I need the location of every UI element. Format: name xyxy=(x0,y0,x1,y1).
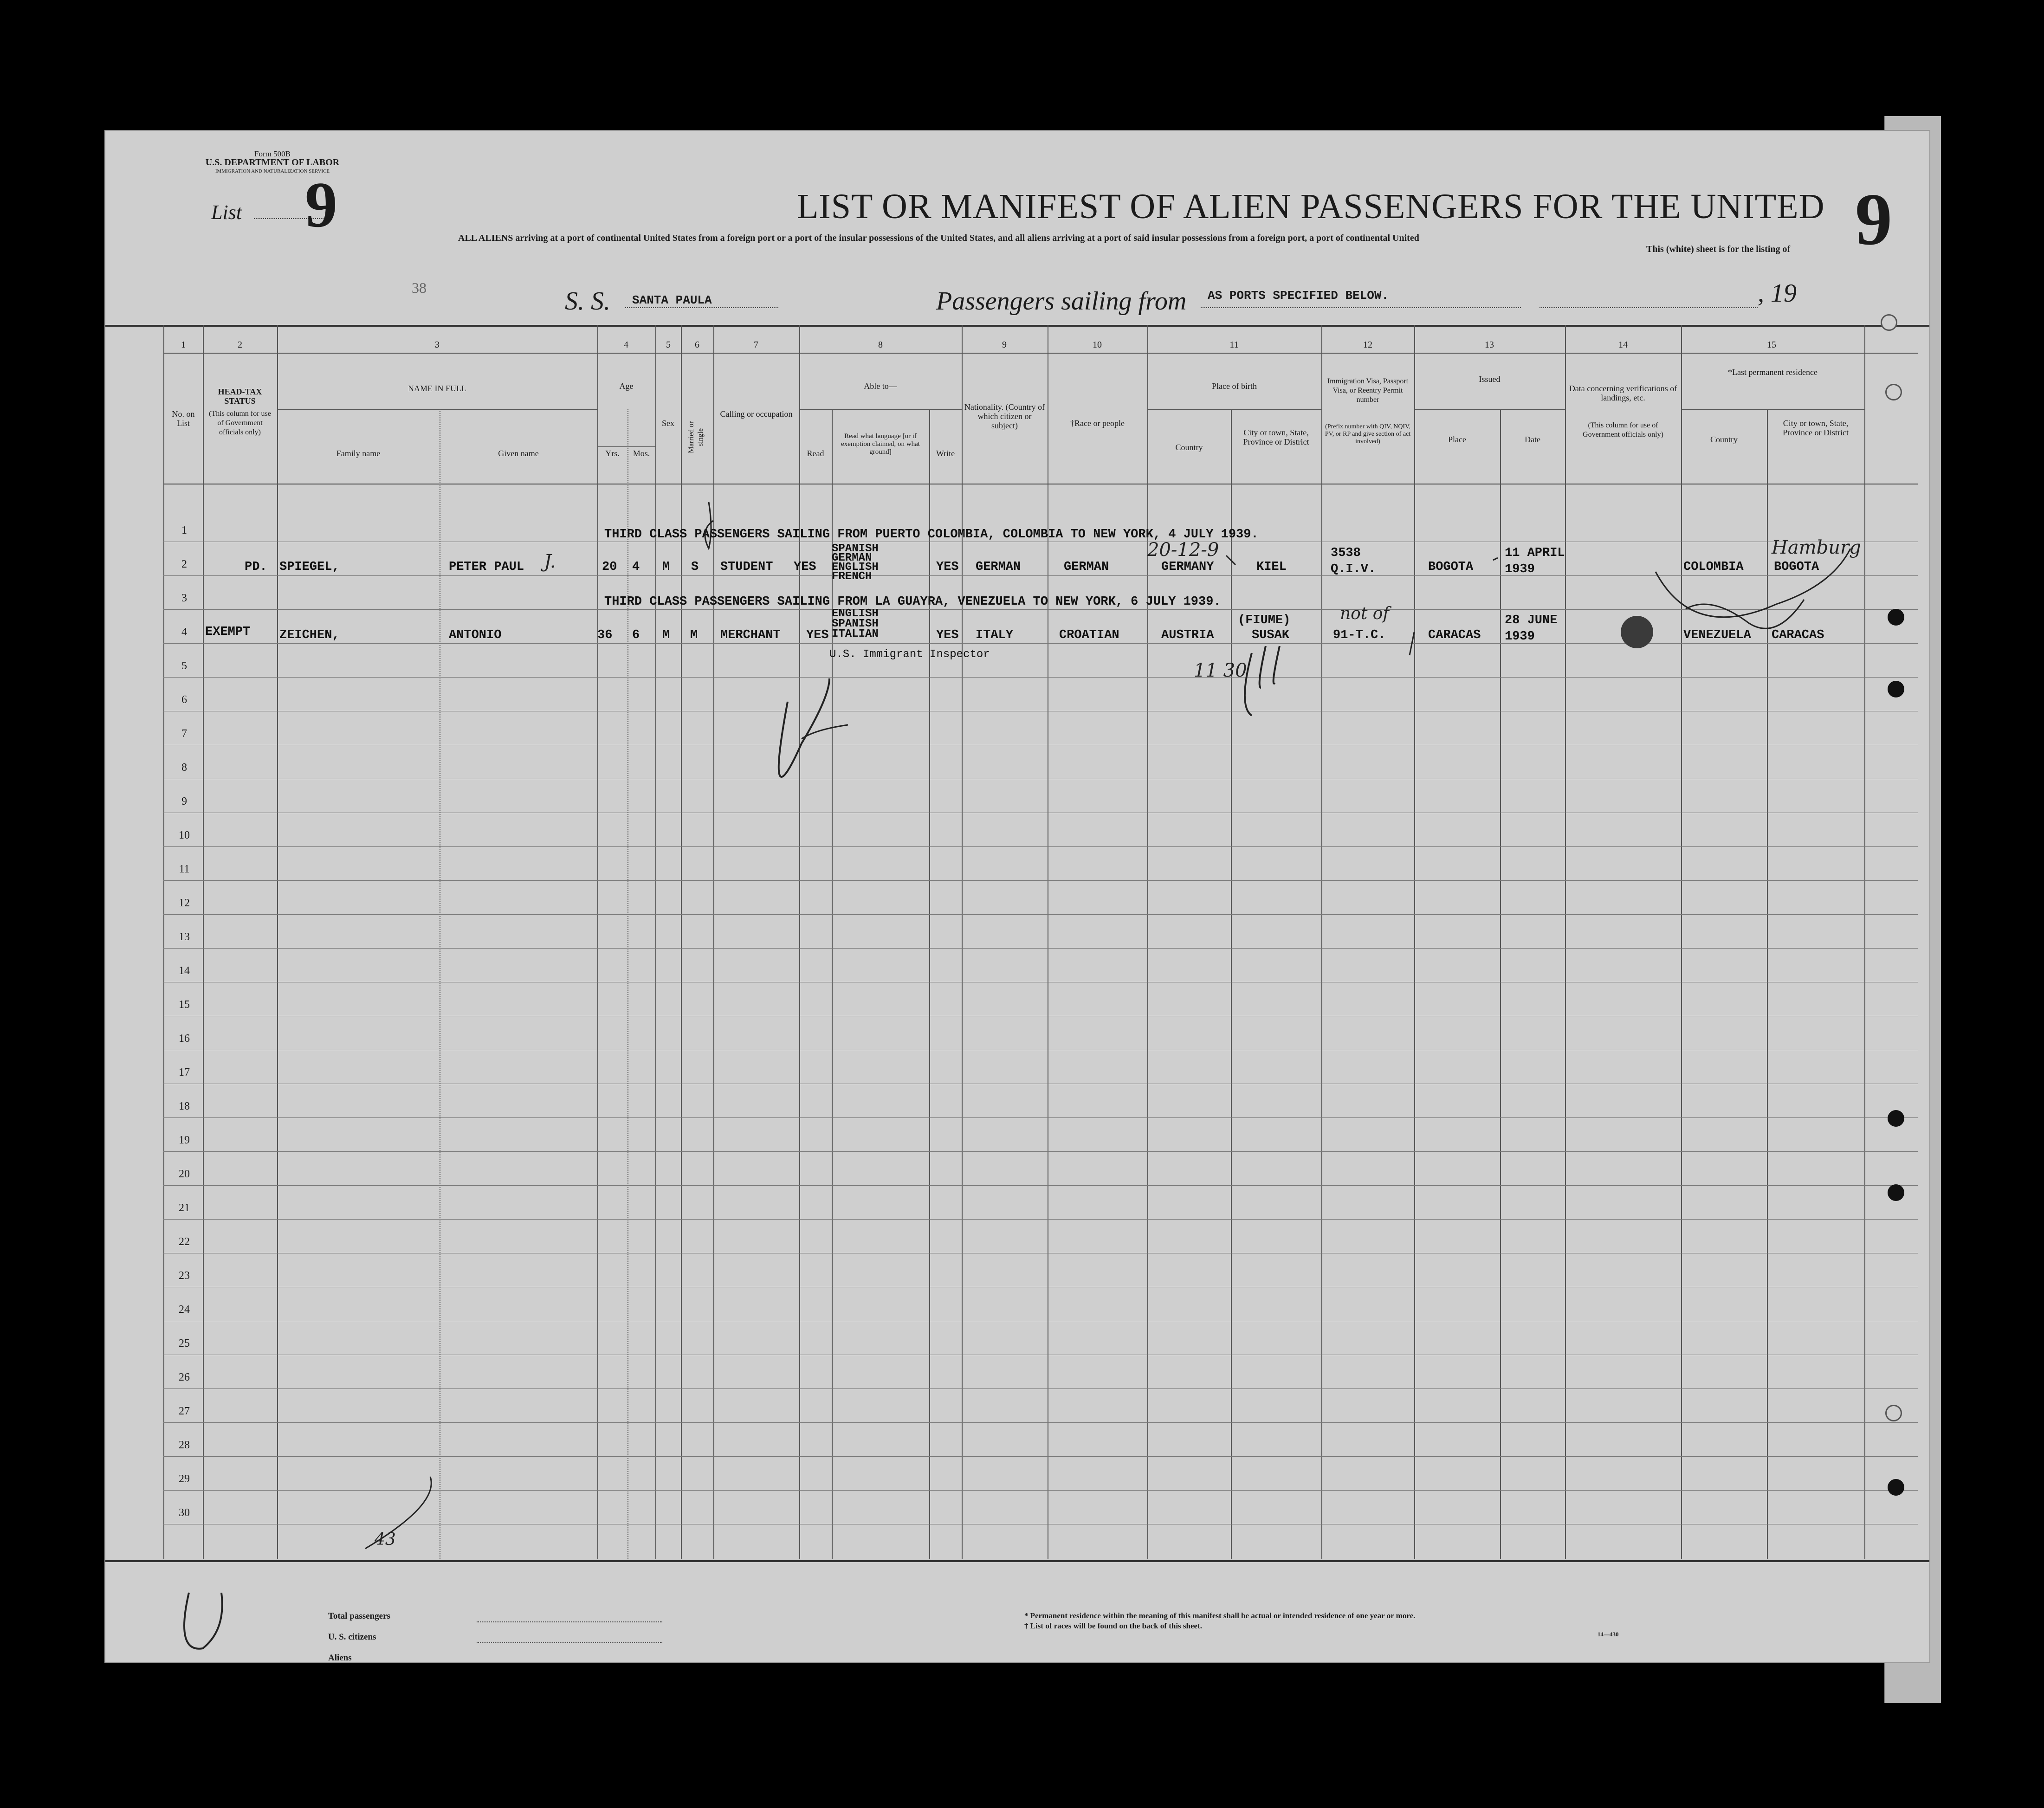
col-number: 11 xyxy=(1229,340,1239,350)
hdr-issued-date: Date xyxy=(1525,435,1540,444)
p1-family-name: SPIEGEL, xyxy=(279,560,340,574)
p1-birth-date-hand: 20-12-9 xyxy=(1147,539,1219,561)
hdr-landing-note: (This column for use of Government officials only) xyxy=(1583,421,1663,439)
col-number: 15 xyxy=(1767,340,1776,350)
hdr-calling: Calling or occupation xyxy=(720,409,793,419)
p2-birth-city: SUSAK xyxy=(1252,628,1290,642)
punch-hole xyxy=(1888,609,1904,626)
footnote-residence: * Permanent residence within the meaning of this manifest shall be actual or intended residence of one year or more. xyxy=(1024,1611,1416,1620)
corner-mark xyxy=(198,1583,233,1648)
sailing-label: Passengers sailing from xyxy=(936,287,1187,316)
p2-race: CROATIAN xyxy=(1059,628,1119,642)
punch-hole xyxy=(1885,1405,1902,1421)
hdr-mos: Mos. xyxy=(633,449,650,458)
col-number: 1 xyxy=(181,340,186,350)
p2-write: YES xyxy=(936,628,959,642)
hdr-birth-country: Country xyxy=(1175,443,1203,452)
col-number: 7 xyxy=(754,340,758,350)
p2-age-yrs: 36 xyxy=(597,628,613,642)
hdr-no-on-list: No. on List xyxy=(172,409,195,428)
hdr-name-in-full: NAME IN FULL xyxy=(408,384,466,393)
row-number: 8 xyxy=(181,762,187,774)
p1-race: GERMAN xyxy=(1064,560,1109,574)
row-number: 2 xyxy=(181,558,187,570)
hdr-write: Write xyxy=(936,449,955,458)
row-number: 28 xyxy=(179,1439,190,1451)
p1-issued-place: BOGOTA xyxy=(1428,560,1474,574)
row-number: 6 xyxy=(181,694,187,706)
footer-rule xyxy=(105,1560,1929,1562)
p1-head-tax: PD. xyxy=(245,560,267,574)
p2-language: ENGLISH xyxy=(832,607,879,620)
p2-head-tax: EXEMPT xyxy=(205,625,251,639)
row-number: 9 xyxy=(181,795,187,807)
col-number: 8 xyxy=(878,340,883,350)
hdr-residence: *Last permanent residence xyxy=(1728,368,1818,377)
row-number: 29 xyxy=(179,1473,190,1485)
p2-age-mos: 6 xyxy=(632,628,640,642)
title-page-number: 9 xyxy=(1855,178,1892,260)
row-number: 24 xyxy=(179,1304,190,1316)
p1-birth-city: KIEL xyxy=(1256,560,1287,574)
total-passengers-label: Total passengers xyxy=(328,1611,390,1621)
punch-hole xyxy=(1888,1110,1904,1127)
row30-count: 43 xyxy=(375,1530,396,1549)
row-number: 17 xyxy=(179,1066,190,1078)
row-number: 12 xyxy=(179,897,190,909)
p2-issued-year: 1939 xyxy=(1505,630,1535,644)
row-number: 3 xyxy=(181,592,187,604)
p2-nationality: ITALY xyxy=(976,628,1014,642)
p1-married: S xyxy=(691,560,699,574)
total-passengers-rule xyxy=(477,1621,662,1622)
p2-visa-annotation: not of xyxy=(1340,604,1389,623)
hdr-able-to: Able to— xyxy=(864,381,897,391)
p1-language: SPANISH xyxy=(832,542,879,555)
p1-language: GERMAN xyxy=(832,552,872,564)
form-number: Form 500B xyxy=(254,149,291,158)
punch-hole xyxy=(1885,384,1902,400)
p1-res-city: BOGOTA xyxy=(1774,560,1819,574)
p1-age-yrs: 20 xyxy=(602,560,617,574)
p1-hand-mark: J. xyxy=(544,551,556,572)
p1-language: ENGLISH xyxy=(832,561,879,574)
p1-language: FRENCH xyxy=(832,570,872,583)
col-number: 12 xyxy=(1363,340,1372,350)
intro-text: ALL ALIENS arriving at a port of continental United States from a foreign port or a port of the insular possessions of the United States, and all aliens arriving at a port of said insular possessions from a foreign port, a port of continental United xyxy=(458,233,1419,243)
hdr-res-country: Country xyxy=(1710,435,1738,444)
list-label: List xyxy=(211,201,242,224)
hdr-landing: Data concerning verifications of landings, etc. xyxy=(1569,384,1677,402)
hdr-head-tax: HEAD-TAX STATUS xyxy=(218,387,262,406)
p2-issued-date: 28 JUNE xyxy=(1505,613,1558,627)
row-number: 27 xyxy=(179,1405,190,1417)
hdr-head-tax-note: (This column for use of Government officials only) xyxy=(209,410,271,436)
col-number: 9 xyxy=(1002,340,1007,350)
year-prefix: , 19 xyxy=(1758,279,1797,308)
ship-name: SANTA PAULA xyxy=(632,293,712,307)
p2-sex: M xyxy=(662,628,670,642)
hdr-nationality: Nationality. (Country of which citizen or subject) xyxy=(964,402,1045,430)
p2-issued-place: CARACAS xyxy=(1428,628,1481,642)
p1-birth-country: GERMANY xyxy=(1161,560,1214,574)
p2-res-city: CARACAS xyxy=(1772,628,1824,642)
p1-issued-date: 11 APRIL xyxy=(1505,546,1565,560)
row4-time: 11 30 xyxy=(1194,660,1247,681)
row-number: 19 xyxy=(179,1134,190,1146)
row-number: 18 xyxy=(179,1100,190,1112)
p1-occupation: STUDENT xyxy=(720,560,773,574)
hdr-race: †Race or people xyxy=(1070,419,1125,428)
us-citizens-rule xyxy=(477,1642,662,1643)
aliens-label: Aliens xyxy=(328,1653,352,1663)
us-citizens-label: U. S. citizens xyxy=(328,1632,376,1642)
p1-age-mos: 4 xyxy=(632,560,640,574)
hdr-issued: Issued xyxy=(1479,375,1501,384)
p2-birth-country: AUSTRIA xyxy=(1161,628,1214,642)
ss-label: S. S. xyxy=(565,287,610,316)
col-number: 5 xyxy=(666,340,671,350)
row-number: 20 xyxy=(179,1168,190,1180)
p2-language: ITALIAN xyxy=(832,628,879,640)
hdr-birth-city: City or town, State, Province or District xyxy=(1243,428,1309,446)
row-number: 11 xyxy=(179,863,190,875)
p1-given-name: PETER PAUL xyxy=(449,560,524,574)
row-number: 23 xyxy=(179,1270,190,1282)
p1-visa-type: Q.I.V. xyxy=(1331,562,1376,576)
row-number: 15 xyxy=(179,999,190,1011)
p2-birth-city-note: (FIUME) xyxy=(1238,613,1291,627)
hdr-sex: Sex xyxy=(662,419,674,428)
col-number: 13 xyxy=(1485,340,1494,350)
col-number: 10 xyxy=(1093,340,1102,350)
row-number: 10 xyxy=(179,829,190,841)
footnote-races: † List of races will be found on the back of this sheet. xyxy=(1024,1621,1202,1630)
row1-sailing-note: THIRD CLASS PASSENGERS SAILING FROM PUERTO COLOMBIA, COLOMBIA TO NEW YORK, 4 JULY 1939. xyxy=(604,528,1259,542)
sailing-from: AS PORTS SPECIFIED BELOW. xyxy=(1208,289,1389,303)
hdr-yrs: Yrs. xyxy=(605,449,620,458)
p1-write: YES xyxy=(936,560,959,574)
row-number: 1 xyxy=(181,524,187,536)
p1-read: YES xyxy=(794,560,816,574)
p2-res-country: VENEZUELA xyxy=(1683,628,1751,642)
handwriting-strokes xyxy=(105,131,1929,1662)
inspector-label: U.S. Immigrant Inspector xyxy=(829,648,990,661)
list-number: 9 xyxy=(305,169,337,241)
punch-hole xyxy=(1881,314,1897,331)
hdr-given-name: Given name xyxy=(498,449,539,458)
p2-language: SPANISH xyxy=(832,618,879,630)
p1-nationality: GERMAN xyxy=(976,560,1021,574)
p2-family-name: ZEICHEN, xyxy=(279,628,340,642)
intro-text-2: This (white) sheet is for the listing of xyxy=(1646,244,1791,254)
col-number: 3 xyxy=(435,340,440,350)
p2-occupation: MERCHANT xyxy=(720,628,781,642)
p2-married: M xyxy=(690,628,698,642)
p2-visa: 91-T.C. xyxy=(1333,628,1386,642)
manifest-title: LIST OR MANIFEST OF ALIEN PASSENGERS FOR THE UNITED xyxy=(797,187,1825,226)
col-number: 4 xyxy=(624,340,628,350)
hdr-place-of-birth: Place of birth xyxy=(1212,381,1257,391)
hdr-family-name: Family name xyxy=(336,449,381,458)
row-number: 26 xyxy=(179,1371,190,1383)
hdr-read-language: Read what language [or if exemption claimed, on what ground] xyxy=(841,433,920,456)
col-number: 2 xyxy=(238,340,242,350)
row-number: 5 xyxy=(181,660,187,672)
punch-hole xyxy=(1888,1184,1904,1201)
manifest-sheet xyxy=(104,130,1930,1663)
form-code: 14—430 xyxy=(1598,1631,1619,1638)
p1-res-country: COLOMBIA xyxy=(1683,560,1744,574)
row3-sailing-note: THIRD CLASS PASSENGERS SAILING FROM LA GUAYRA, VENEZUELA TO NEW YORK, 6 JULY 1939. xyxy=(604,595,1221,609)
row-number: 25 xyxy=(179,1337,190,1350)
row-number: 21 xyxy=(179,1202,190,1214)
row-number: 4 xyxy=(181,626,187,638)
p2-given-name: ANTONIO xyxy=(449,628,502,642)
page-mark: 38 xyxy=(412,279,427,296)
row-number: 16 xyxy=(179,1033,190,1045)
hdr-visa-note: (Prefix number with QIV, NQIV, PV, or RP and give section of act involved) xyxy=(1325,423,1411,445)
hdr-visa: Immigration Visa, Passport Visa, or Reentry Permit number xyxy=(1327,377,1409,404)
row-number: 14 xyxy=(179,965,190,977)
hdr-married: Married or single xyxy=(687,421,705,453)
row-number: 30 xyxy=(179,1507,190,1519)
aliens-rule xyxy=(477,1662,662,1663)
p1-issued-year: 1939 xyxy=(1505,562,1535,576)
department: U.S. DEPARTMENT OF LABOR xyxy=(205,157,340,168)
hdr-res-city: City or town, State, Province or District xyxy=(1783,419,1849,437)
punch-hole xyxy=(1888,681,1904,697)
p1-sex: M xyxy=(662,560,670,574)
p1-visa-number: 3538 xyxy=(1331,546,1361,560)
punch-hole xyxy=(1888,1479,1904,1496)
row-number: 13 xyxy=(179,931,190,943)
hdr-issued-place: Place xyxy=(1448,435,1466,444)
col-number: 14 xyxy=(1618,340,1628,350)
row-number: 7 xyxy=(181,728,187,740)
col-number: 6 xyxy=(695,340,699,350)
ink-stain xyxy=(1621,616,1653,648)
p1-res-annotation: Hamburg xyxy=(1772,537,1861,558)
p2-read: YES xyxy=(806,628,829,642)
hdr-read: Read xyxy=(807,449,824,458)
hdr-age: Age xyxy=(619,381,634,391)
row-number: 22 xyxy=(179,1236,190,1248)
service: IMMIGRATION AND NATURALIZATION SERVICE xyxy=(215,168,330,174)
